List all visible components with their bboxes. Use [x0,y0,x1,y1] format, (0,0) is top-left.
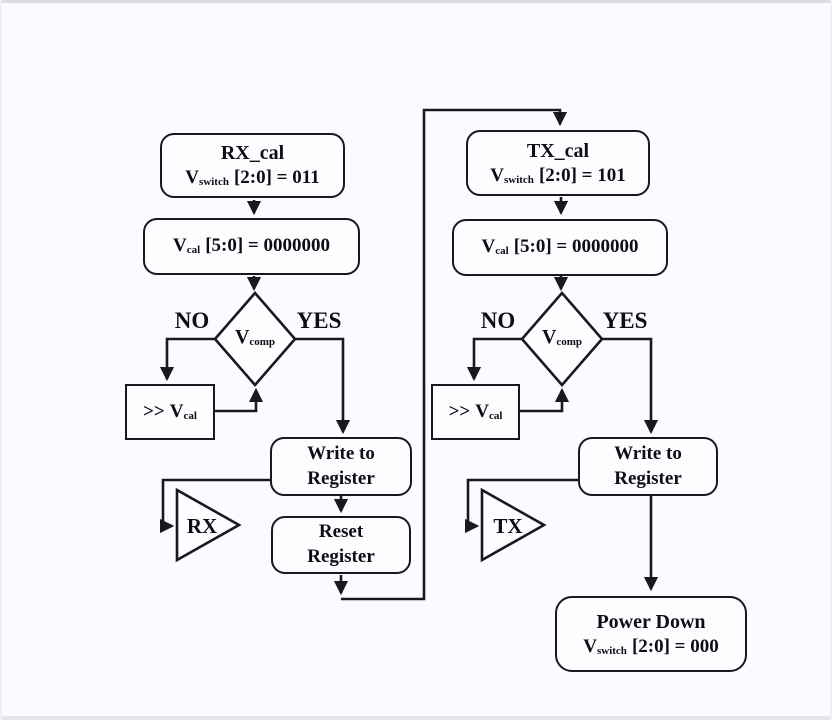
reset-register-line2: Register [307,546,375,567]
tx-cal-formula: Vswitch [2:0] = 101 [490,164,626,186]
arrow-feedback-right [519,390,562,411]
rx-amp-label: RX [186,514,218,538]
vcomp-label-left: Vcomp [234,326,276,348]
arrow-no-left [167,339,215,379]
write-register-left-line2: Register [307,467,375,489]
vcal-init-left-formula: Vcal [5:0] = 0000000 [173,235,330,257]
frame-bottom [0,716,832,720]
no-label-left: NO [174,308,210,333]
no-label-right: NO [480,308,516,333]
node-write-register-left [270,437,412,496]
node-vcal-init-left [143,218,360,275]
arrow-yes-right [602,339,651,432]
yes-label-right: YES [602,308,648,333]
node-vcal-init-right [452,219,668,276]
power-down-title: Power Down [596,610,706,633]
rx-cal-title: RX_cal [220,142,285,165]
write-register-right-line1: Write to [614,442,682,464]
arrow-no-right [474,339,522,379]
shift-vcal-left-formula: >> Vcal [143,400,197,422]
tx-amp-label: TX [493,514,523,538]
node-rx-cal-start [160,133,345,198]
reset-register-line1: Reset [318,521,364,543]
frame-top [0,0,832,3]
node-shift-vcal-left [125,384,215,440]
tx-cal-title: TX_cal [526,139,590,162]
write-register-right-line2: Register [614,467,682,489]
node-reset-register [271,516,411,574]
node-shift-vcal-right [431,384,520,440]
node-tx-cal-start [466,130,650,196]
node-write-register-right [578,437,718,496]
arrow-yes-left [295,339,343,432]
yes-label-left: YES [296,308,342,333]
node-power-down [555,596,747,672]
shift-vcal-right-formula: >> Vcal [448,400,503,422]
write-register-left-line1: Write to [307,442,375,464]
frame-left [0,0,2,720]
vcal-init-right-formula: Vcal [5:0] = 0000000 [481,236,639,258]
rx-cal-formula: Vswitch [2:0] = 011 [185,167,320,189]
vcomp-label-right: Vcomp [541,326,583,348]
power-down-formula: Vswitch [2:0] = 000 [583,635,719,657]
arrow-feedback-left [213,390,256,411]
